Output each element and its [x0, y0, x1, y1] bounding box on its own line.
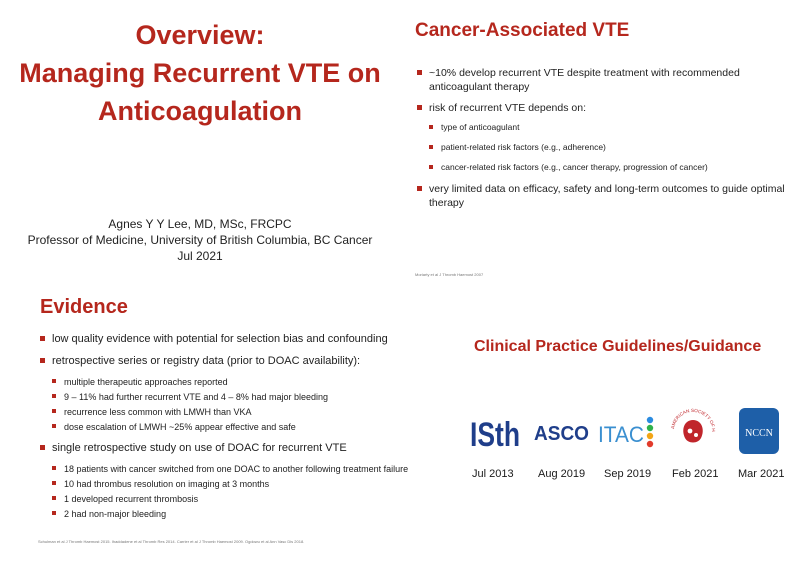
sub-bullet-item: 1 developed recurrent thrombosis	[38, 493, 438, 505]
sub-bullet-group	[38, 376, 438, 433]
logo-row	[466, 406, 796, 456]
bullet-item: ~10% develop recurrent VTE despite treatment with recommended anticoagulant therapy	[415, 66, 790, 94]
sub-bullet-item: 10 had thrombus resolution on imaging at 3 months	[38, 478, 438, 490]
ash-ring-text: AMERICAN SOCIETY OF H	[670, 407, 717, 432]
sub-bullet-item: multiple therapeutic approaches reported	[38, 376, 438, 388]
guideline-dates	[466, 468, 796, 484]
ash-cell-icon	[688, 429, 693, 434]
title-line: Anticoagulation	[98, 96, 302, 126]
asco-logo	[534, 406, 590, 456]
isth-logo-text: ISth	[470, 416, 520, 454]
bullet-item: risk of recurrent VTE depends on:	[415, 101, 790, 115]
reference: Schulman et al J Thromb Haemost 2015. Ihaddadene et al Thromb Res 2014. Carrier et al J Thromb Haemost 2009. Ogdowu et al Ann Vasc Dis 2018.	[38, 539, 305, 544]
sub-bullet-item: cancer-related risk factors (e.g., cancer therapy, progression of cancer)	[415, 162, 790, 173]
title-slide	[0, 0, 400, 280]
itac-logo-text: ITAC	[598, 422, 645, 447]
itac-dot-icon	[647, 425, 653, 431]
sub-bullet-item: type of anticoagulant	[415, 122, 790, 133]
ash-logo	[668, 406, 718, 456]
sub-bullet-item: dose escalation of LMWH ~25% appear effective and safe	[38, 421, 438, 433]
bullet-item: very limited data on efficacy, safety and long-term outcomes to guide optimal therapy	[415, 182, 790, 210]
sub-bullet-group	[38, 463, 438, 520]
bullet-item: retrospective series or registry data (prior to DOAC availability):	[38, 354, 438, 368]
author-position: Professor of Medicine, University of British Columbia, BC Cancer	[27, 233, 373, 247]
guideline-date: Sep 2019	[604, 468, 652, 480]
bullet-list	[415, 66, 790, 217]
author-name: Agnes Y Y Lee, MD, MSc, FRCPC	[108, 217, 292, 231]
sub-bullet-item: 9 – 11% had further recurrent VTE and 4 – 8% had major bleeding	[38, 391, 438, 403]
itac-logo	[598, 406, 658, 456]
title-line: Overview:	[135, 20, 265, 50]
title-line: Managing Recurrent VTE on	[19, 58, 381, 88]
nccn-logo-text: NCCN	[745, 428, 773, 439]
bullet-list	[38, 332, 438, 528]
slide-title: Evidence	[40, 296, 128, 318]
reference: Moriarty et al J Thromb Haemost 2007	[415, 272, 484, 277]
itac-dot-icon	[647, 417, 653, 423]
sub-bullet-item: recurrence less common with LMWH than VKA	[38, 406, 438, 418]
guideline-date: Feb 2021	[672, 468, 719, 480]
asco-logo-text: ASCO	[534, 423, 589, 445]
ash-drop-icon	[683, 420, 702, 443]
slide-title: Cancer-Associated VTE	[415, 20, 630, 41]
nccn-logo	[736, 406, 782, 456]
guideline-date: Aug 2019	[538, 468, 586, 480]
bullet-item: low quality evidence with potential for selection bias and confounding	[38, 332, 438, 346]
itac-dot-icon	[647, 433, 653, 439]
sub-bullet-item: 18 patients with cancer switched from one DOAC to another following treatment failure	[38, 463, 438, 475]
guidelines-slide	[440, 288, 800, 577]
guideline-date: Jul 2013	[472, 468, 514, 480]
slide-title: Clinical Practice Guidelines/Guidance	[474, 338, 762, 355]
isth-logo	[470, 406, 522, 456]
ash-cell-icon	[694, 433, 698, 437]
sub-bullet-item: patient-related risk factors (e.g., adherence)	[415, 142, 790, 153]
sub-bullet-item: 2 had non-major bleeding	[38, 508, 438, 520]
author-block	[0, 216, 400, 264]
slide-title	[0, 16, 400, 130]
evidence-slide	[0, 288, 440, 577]
cancer-vte-slide	[400, 0, 800, 280]
bullet-item: single retrospective study on use of DOAC for recurrent VTE	[38, 441, 438, 455]
guideline-date: Mar 2021	[738, 468, 785, 480]
itac-dot-icon	[647, 441, 653, 447]
presentation-date: Jul 2021	[177, 249, 223, 263]
